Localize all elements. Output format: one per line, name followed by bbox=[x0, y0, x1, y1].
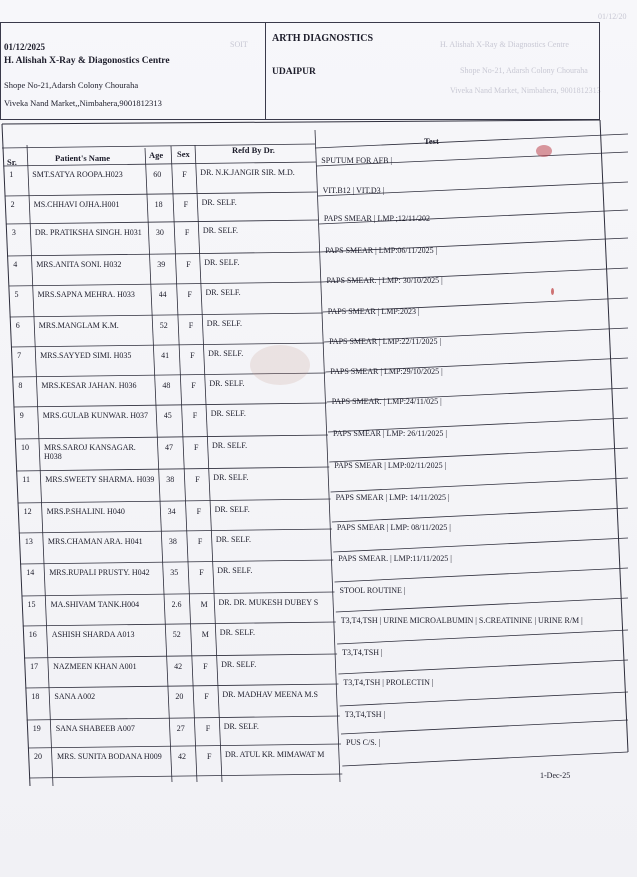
cell-test: PAPS SMEAR | LMP: 08/11/2025 | bbox=[336, 523, 451, 532]
cell-test: T3,T4,TSH | bbox=[342, 648, 383, 657]
cell-sr: 10 bbox=[21, 443, 29, 452]
cell-dr: DR. SELF. bbox=[212, 441, 248, 450]
red-dot-mark bbox=[551, 288, 554, 295]
cell-sex: F bbox=[205, 724, 211, 733]
cell-sex: F bbox=[194, 443, 199, 452]
show-through-text: Viveka Nand Market, Nimbahera, 9001812313 bbox=[450, 86, 601, 95]
grid-line bbox=[15, 435, 328, 439]
grid-line bbox=[315, 134, 628, 148]
col-header-age: Age bbox=[149, 150, 164, 160]
grid-line bbox=[18, 499, 331, 503]
cell-dr: DR. DR. MUKESH DUBEY S bbox=[218, 598, 319, 607]
cell-sr: 12 bbox=[23, 507, 32, 516]
cell-test: PAPS SMEAR | LMP:29/10/2025 | bbox=[330, 367, 443, 376]
grid-line bbox=[342, 752, 628, 766]
cell-sr: 18 bbox=[31, 692, 40, 701]
cell-name: MRS.ANITA SONI. H032 bbox=[36, 260, 122, 269]
cell-age: 44 bbox=[158, 290, 167, 299]
cell-sex: F bbox=[190, 351, 195, 360]
cell-age: 2.6 bbox=[171, 600, 182, 609]
cell-sr: 19 bbox=[32, 724, 41, 733]
cell-dr: DR. SELF. bbox=[208, 349, 244, 358]
grid-line bbox=[6, 220, 319, 224]
cell-sr: 3 bbox=[11, 228, 16, 237]
cell-dr: DR. SELF. bbox=[217, 566, 253, 575]
cell-sex: F bbox=[192, 411, 198, 420]
lab-city: UDAIPUR bbox=[272, 67, 316, 77]
cell-test: VIT.B12 | VIT.D3 | bbox=[322, 186, 385, 195]
cell-age: 30 bbox=[155, 228, 164, 237]
cell-sex: F bbox=[197, 537, 203, 546]
grid-line bbox=[2, 120, 600, 124]
red-stain-mark bbox=[536, 145, 552, 157]
cell-test: PAPS SMEAR. | LMP: 30/10/2025 | bbox=[326, 276, 443, 285]
cell-sex: F bbox=[204, 692, 209, 701]
cell-dr: DR. SELF. bbox=[205, 288, 241, 297]
cell-test: T3,T4,TSH | bbox=[344, 710, 386, 719]
cell-test: PUS C/S. | bbox=[346, 738, 381, 747]
cell-age: 47 bbox=[165, 443, 173, 452]
grid-line bbox=[23, 622, 336, 626]
cell-age: 27 bbox=[176, 724, 185, 733]
col-header-refd-by-dr: Refd By Dr. bbox=[232, 145, 275, 155]
cell-name: MA.SHIVAM TANK.H004 bbox=[50, 600, 140, 609]
cell-name: MRS.GULAB KUNWAR. H037 bbox=[42, 411, 149, 420]
cell-sex: M bbox=[200, 600, 208, 609]
cell-sr: 16 bbox=[28, 630, 37, 639]
cell-age: 20 bbox=[175, 692, 184, 701]
grid-line bbox=[2, 124, 30, 786]
cell-age: 60 bbox=[153, 170, 162, 179]
cell-sr: 5 bbox=[14, 290, 19, 299]
cell-sr: 17 bbox=[30, 662, 39, 671]
cell-sr: 2 bbox=[10, 200, 15, 209]
col-header-test: Test bbox=[424, 136, 439, 146]
cell-dr: DR. SELF. bbox=[221, 660, 257, 669]
cell-dr: DR. SELF. bbox=[214, 505, 250, 514]
cell-sex: F bbox=[191, 381, 196, 390]
cell-age: 52 bbox=[172, 630, 181, 639]
cell-sex: F bbox=[183, 200, 189, 209]
grid-line bbox=[338, 660, 628, 674]
grid-line bbox=[329, 448, 628, 462]
grid-line bbox=[333, 538, 628, 552]
grid-line bbox=[335, 568, 629, 582]
cell-test: PAPS SMEAR. | LMP:24/11/025 | bbox=[331, 397, 442, 406]
grid-line bbox=[29, 774, 342, 778]
cell-sr: 14 bbox=[26, 568, 35, 577]
grid-line bbox=[341, 720, 628, 734]
grid-line bbox=[5, 192, 318, 196]
cell-dr: DR. SELF. bbox=[219, 628, 255, 637]
cell-name: SANA A002 bbox=[54, 692, 96, 701]
cell-name: MS.CHHAVI OJHA.H001 bbox=[33, 200, 120, 209]
cell-name: NAZMEEN KHAN A001 bbox=[53, 662, 137, 671]
cell-name: MRS.SAYYED SIMI. H035 bbox=[40, 351, 132, 360]
cell-age: 41 bbox=[161, 351, 170, 360]
cell-age: 52 bbox=[159, 321, 168, 330]
show-through-text: 01/12/20 bbox=[598, 12, 627, 21]
cell-sr: 7 bbox=[17, 351, 22, 360]
cell-sex: F bbox=[186, 260, 191, 269]
cell-sr: 4 bbox=[13, 260, 18, 269]
cell-test: STOOL ROUTINE | bbox=[339, 586, 406, 595]
show-through-text: Shope No-21, Adarsh Colony Chouraha bbox=[460, 66, 588, 75]
grid-line bbox=[25, 684, 338, 688]
grid-line bbox=[14, 403, 327, 407]
grid-line bbox=[16, 467, 329, 471]
cell-dr: DR. SELF. bbox=[213, 473, 249, 482]
grid-line bbox=[340, 692, 628, 706]
grid-line bbox=[331, 478, 628, 492]
cell-name: MRS.KESAR JAHAN. H036 bbox=[41, 381, 137, 390]
cell-sex: F bbox=[199, 568, 204, 577]
grid-line bbox=[10, 313, 323, 317]
cell-dr: DR. SELF. bbox=[206, 319, 242, 328]
cell-name: MRS.CHAMAN ARA. H041 bbox=[47, 537, 143, 546]
grid-line bbox=[20, 560, 333, 564]
cell-age: 45 bbox=[163, 411, 172, 420]
cell-name: DR. PRATIKSHA SINGH. H031 bbox=[34, 228, 142, 237]
cell-test: PAPS SMEAR | LMP:2023 | bbox=[327, 307, 420, 316]
cell-age: 38 bbox=[168, 537, 177, 546]
cell-test: SPUTUM FOR AFB | bbox=[321, 156, 393, 165]
grid-line bbox=[337, 630, 628, 644]
grid-line bbox=[332, 508, 628, 522]
cell-dr: DR. SELF. bbox=[209, 379, 245, 388]
cell-sr: 13 bbox=[24, 537, 33, 546]
cell-sex: F bbox=[207, 752, 212, 761]
grid-line bbox=[9, 282, 322, 286]
cell-sex: F bbox=[203, 662, 208, 671]
cell-name: MRS.SAROJ KANSAGAR. H038 bbox=[44, 443, 136, 461]
print-date: 1-Dec-25 bbox=[540, 771, 571, 780]
cell-sex: F bbox=[196, 507, 202, 516]
grid-line bbox=[336, 598, 628, 612]
show-through-text: SOIT bbox=[230, 40, 248, 49]
cell-dr: DR. N.K.JANGIR SIR. M.D. bbox=[200, 168, 295, 177]
grid-line bbox=[28, 744, 341, 748]
cell-sr: 11 bbox=[22, 475, 30, 484]
cell-test: T3,T4,TSH | PROLECTIN | bbox=[343, 678, 434, 687]
cell-age: 35 bbox=[170, 568, 179, 577]
cell-sex: F bbox=[188, 321, 194, 330]
grid-line bbox=[19, 529, 332, 533]
cell-sr: 6 bbox=[15, 321, 20, 330]
cell-dr: DR. SELF. bbox=[204, 258, 240, 267]
cell-sex: F bbox=[184, 228, 190, 237]
cell-name: ASHISH SHARDA A013 bbox=[51, 630, 135, 639]
grid-line bbox=[7, 252, 320, 256]
cell-test: PAPS SMEAR | LMP:22/11/2025 | bbox=[329, 337, 442, 346]
cell-test: PAPS SMEAR | LMP:02/11/2025 | bbox=[334, 461, 447, 470]
cell-sex: F bbox=[195, 475, 200, 484]
col-header-sex: Sex bbox=[177, 149, 190, 159]
cell-test: T3,T4,TSH | URINE MICROALBUMIN | S.CREATININE | URINE R/M | bbox=[340, 616, 583, 625]
cell-dr: DR. SELF. bbox=[210, 409, 246, 418]
cell-name: SMT.SATYA ROOPA.H023 bbox=[32, 170, 123, 179]
grid-line bbox=[22, 592, 335, 596]
cell-sr: 9 bbox=[19, 411, 24, 420]
cell-sex: F bbox=[187, 290, 192, 299]
cell-name: SANA SHABEEB A007 bbox=[55, 724, 135, 733]
cell-name: MRS. SUNITA BODANA H009 bbox=[57, 752, 162, 761]
cell-name: MRS.RUPALI PRUSTY. H042 bbox=[49, 568, 150, 577]
cell-dr: DR. SELF. bbox=[223, 722, 259, 731]
grid-line bbox=[3, 162, 316, 166]
cell-name: MRS.SAPNA MEHRA. H033 bbox=[37, 290, 135, 299]
cell-name: MRS.MANGLAM K.M. bbox=[38, 321, 119, 330]
grid-line bbox=[145, 148, 172, 782]
cell-dr: DR. SELF. bbox=[202, 226, 239, 235]
cell-age: 18 bbox=[154, 200, 163, 209]
report-date: 01/12/2025 bbox=[4, 42, 46, 52]
cell-dr: DR. SELF. bbox=[201, 198, 237, 207]
cell-age: 34 bbox=[167, 507, 176, 516]
cell-age: 42 bbox=[178, 752, 186, 761]
cell-sr: 1 bbox=[9, 170, 14, 179]
centre-address-line2: Viveka Nand Market,,Nimbahera,9001812313 bbox=[4, 98, 162, 108]
cell-age: 48 bbox=[162, 381, 171, 390]
cell-name: MRS.SWEETY SHARMA. H039 bbox=[45, 475, 155, 484]
cell-test: PAPS SMEAR | LMP: 14/11/2025 | bbox=[335, 493, 450, 502]
cell-dr: DR. ATUL KR. MIMAWAT M bbox=[225, 750, 325, 759]
cell-age: 42 bbox=[174, 662, 183, 671]
cell-dr: DR. SELF. bbox=[215, 535, 252, 544]
faint-stain-mark bbox=[250, 345, 310, 385]
cell-dr: DR. MADHAV MEENA M.S bbox=[222, 690, 318, 699]
cell-test: PAPS SMEAR | LMP ;12/11/202 bbox=[323, 214, 430, 223]
cell-test: PAPS SMEAR | LMP: 26/11/2025 | bbox=[333, 429, 447, 438]
grid-line bbox=[27, 716, 340, 720]
col-header-patient-name: Patient's Name bbox=[55, 153, 111, 163]
cell-sr: 15 bbox=[27, 600, 36, 609]
cell-age: 38 bbox=[166, 475, 175, 484]
lab-name: ARTH DIAGNOSTICS bbox=[272, 33, 374, 44]
col-header-sr: Sr. bbox=[7, 157, 17, 167]
cell-sr: 20 bbox=[34, 752, 42, 761]
centre-name: H. Alishah X-Ray & Diagonostics Centre bbox=[4, 56, 170, 66]
centre-address-line1: Shope No-21,Adarsh Colony Chouraha bbox=[4, 80, 139, 90]
cell-sex: M bbox=[201, 630, 209, 639]
cell-test: PAPS SMEAR. | LMP:11/11/2025 | bbox=[338, 554, 452, 563]
cell-sr: 8 bbox=[18, 381, 23, 390]
cell-sex: F bbox=[182, 170, 187, 179]
grid-line bbox=[192, 145, 222, 782]
cell-name: MRS.P.SHALINI. H040 bbox=[46, 507, 125, 516]
cell-age: 39 bbox=[157, 260, 166, 269]
cell-test: PAPS SMEAR | LMP:06/11/2025 | bbox=[325, 246, 438, 255]
show-through-text: H. Alishah X-Ray & Diagnostics Centre bbox=[440, 40, 569, 49]
grid-line bbox=[24, 654, 337, 658]
